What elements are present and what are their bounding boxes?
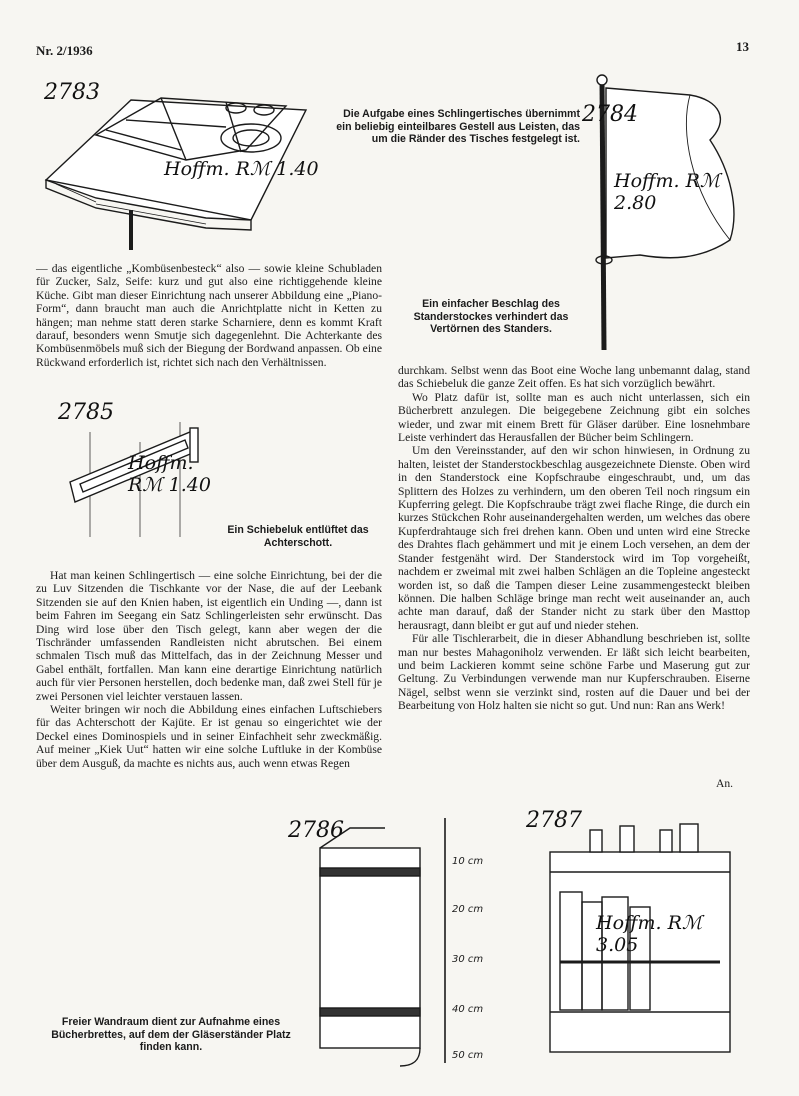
price-mark-2785: Hoffm. Rℳ 1.40 (128, 452, 211, 496)
price-mark-2784: Hoffm. Rℳ 2.80 (614, 170, 721, 214)
figure-2783 (36, 80, 336, 250)
right-column (398, 364, 750, 713)
figure-number-2783: 2783 (44, 80, 100, 105)
figure-number-2787: 2787 (526, 808, 582, 833)
ruler-label-40: 40 cm (452, 1004, 484, 1015)
right-text-2: Wo Platz dafür ist, sollte man es auch nicht unterlassen, sich ein Bücherbrett anzulegen. Die beigegebene Zeichnung gibt ein solches wieder, und zwar mit einem Brett für Gläser darüber. Eine losnehmbare Leiste verhindert das Herausfallen der Bücher beim Schlingern. (398, 390, 750, 445)
left-text-3: Weiter bringen wir noch die Abbildung eines einfachen Luftschiebers für das Achterschott der Kajüte. Er ist genau so eingerichtet wie der Deckel eines Dominospiels und in seiner Einfachheit sehr zweckmäßig. Auf meiner „Kiek Uut“ hatten wir eine solche Luftluke in der Kombüse über dem Ausguß, da machte es nichts aus, auch wenn etwas Regen (36, 703, 382, 770)
figure-number-2786: 2786 (288, 818, 344, 843)
price-mark-2787: Hoffm. Rℳ 3.05 (596, 912, 703, 956)
left-paragraph-1 (36, 262, 382, 369)
ruler-label-20: 20 cm (452, 904, 484, 915)
figure-2786 (280, 818, 490, 1068)
figure-2784 (580, 70, 760, 350)
left-paragraph-2-3 (36, 569, 382, 770)
figure-number-2784: 2784 (582, 102, 638, 127)
issue-number: Nr. 2/1936 (36, 43, 93, 58)
right-text-3: Um den Vereinsstander, auf den wir schon hinwiesen, in Ordnung zu halten, leistet der Standerstockbeschlag ausgezeichnete Dienste. Oben wird in den Standerstock eine Kopfschraube eingeschraubt, und, um das Splittern des Holzes zu verhindern, um den oberen Teil noch ringsum ein Kupferring gelegt. Die Kopfschraube trägt zwei flache Ringe, die durch ein kurzes Stückchen Rohr auseinandergehalten werden, um welches das obere Kupferdrahtauge sich frei drehen kann. Oben und unten wird eine Strecke des Drahtes flach gehämmert und mit je einem Loch versehen, an dem der Stander festgenäht wird. Der Standerstock wird im Top vorgeheißt, nachdem er zweimal mit zwei halben Schlägen an die Topleine angesteckt worden ist, so daß die Tampen dieser Leine zusammengesteckt bleiben können. Die halben Schläge bringe man recht weit auseinander an, auch achte man darauf, daß der Stander nicht zu stark über den Masttop herausragt, dann bleibt er gut auf und nieder stehen. (398, 444, 750, 632)
ruler-label-50: 50 cm (452, 1050, 484, 1061)
page-number: 13 (736, 39, 749, 54)
price-mark-2783: Hoffm. Rℳ 1.40 (164, 158, 319, 180)
signature: An. (716, 777, 734, 790)
caption-bookshelf: Freier Wandraum dient zur Aufnahme eines Bücherbrettes, auf dem der Gläserständer Platz finden kann. (51, 1016, 291, 1053)
ruler-label-10: 10 cm (452, 856, 484, 867)
figure-2785 (40, 402, 230, 537)
figure-number-2785: 2785 (58, 400, 114, 425)
ruler-label-30: 30 cm (452, 954, 484, 965)
right-text-1: durchkam. Selbst wenn das Boot eine Woche lang unbemannt dalag, stand das Schiebeluk die ganze Zeit offen. Es hat sich vorzüglich bewährt. (398, 364, 750, 391)
left-text-1: — das eigentliche „Kombüsenbesteck“ also — sowie kleine Schubladen für Zucker, Salz, Seife: kurz und gut also eine richtiggehende kleine Küche. Gibt man dieser Einrichtung nach unserer Abbildung eine „Piano-Form“, dann braucht man auch die Anrichtplatte nicht in Ketten zu hängen; man nehme statt deren starke Scharniere, denn es kommt Kraft darauf, besonders wenn Smutje sich dagegenlehnt. Die Achterkante des Kombüsenmöbels muß sich der Biegung der Bordwand anpassen. Ob eine Rückwand erforderlich ist, richtet sich nach den Verhältnissen. (36, 262, 382, 369)
right-text-4: Für alle Tischlerarbeit, die in dieser Abhandlung beschrieben ist, sollte man nur bestes Mahagoniholz verwenden. Er läßt sich leicht bearbeiten, und beim Lackieren kommt seine schöne Farbe und Maserung gut zur Geltung. Zu Verbindungen verwende man nur Kupferschrauben. Eiserne Nägel, selbst wenn sie verzinkt sind, rosten auf die Dauer und bei der Bearbeitung von Holz halten sie nicht so gut. Und nun: Ran ans Werk! (398, 632, 750, 713)
caption-2783: Die Aufgabe eines Schlingertisches übernimmt ein beliebig einteilbares Gestell aus Leisten, das um die Ränder des Tisches festgelegt ist. (336, 108, 580, 145)
caption-2785: Ein Schiebeluk entlüftet das Achterschott. (227, 524, 369, 549)
figure-2787 (520, 808, 750, 1067)
caption-2784: Ein einfacher Beschlag des Standerstockes verhindert das Vertörnen des Standers. (413, 298, 569, 335)
left-text-2: Hat man keinen Schlingertisch — eine solche Einrichtung, bei der die zu Luv Sitzenden die Tischkante vor der Nase, die auf der Leebank Sitzenden sie auf den Knien haben, ist eigentlich ein Unding —, dann ist beim Fahren im Seegang ein Satz Schlingerleisten sehr erwünscht. Das Ding wird lose über den Tisch gelegt, kann aber wegen der die Tischränder umfassenden Randleisten nicht abrutschen. Bei einem schmalen Tisch muß das Mittelfach, das in der Zeichnung Messer und Gabel enthält, fortfallen. Man kann eine derartige Einrichtung natürlich auch für vier Personen herstellen, doch bedenke man, daß zwei Stell für je zwei Personen viel leichter verstauen lassen. (36, 569, 382, 703)
